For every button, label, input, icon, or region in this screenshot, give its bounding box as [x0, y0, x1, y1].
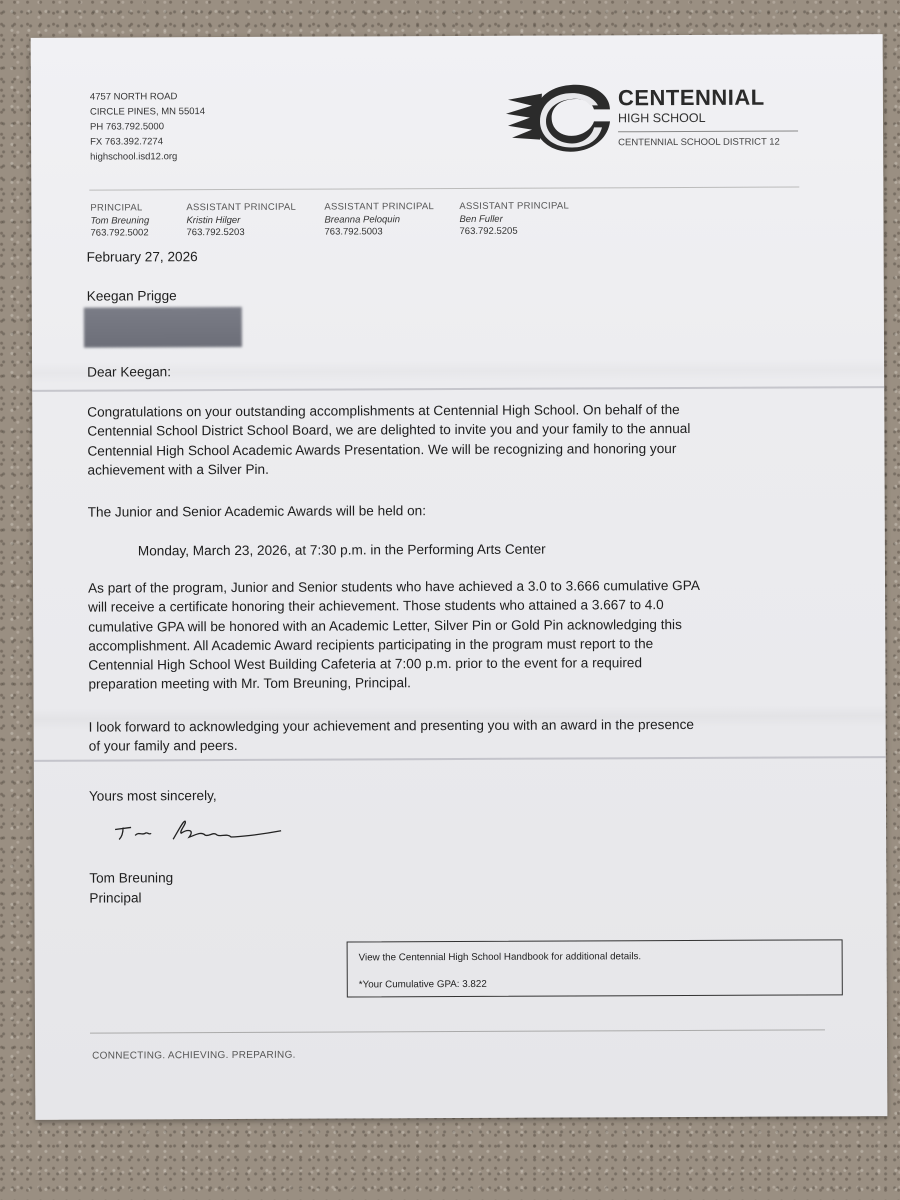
signer-title: Principal [89, 890, 142, 906]
logo-divider [618, 131, 798, 133]
closing: Yours most sincerely, [88, 788, 217, 804]
header-divider [89, 187, 799, 191]
paragraph-3: As part of the program, Junior and Senior students who have achieved a 3.0 to 3.666 cumulative GPA will receive a certificate honoring their achievement. Those students who attained a 3.667 to 4.0 cumulative GPA will be honored with an Academic Letter, Silver Pin or Gold Pin acknowledging this accomplishment. All Academic Award recipients participating in the program must report to the Centennial High School West Building Cafeteria at 7:00 p.m. prior to the event for a required preparation meeting with Mr. Tom Breuning, Principal. [88, 577, 700, 693]
staff-assistant-principal-2: ASSISTANT PRINCIPAL Breanna Peloquin 763.792.5003 [324, 201, 435, 238]
staff-assistant-principal-3: ASSISTANT PRINCIPAL Ben Fuller 763.792.5205 [459, 200, 570, 237]
signer-name: Tom Breuning [89, 870, 174, 886]
address-phone: PH 763.792.5000 [90, 121, 165, 133]
recipient-name: Keegan Prigge [86, 288, 177, 304]
fold-crease-bottom [34, 756, 886, 762]
cougar-c-logo-icon [506, 79, 616, 157]
letter-paper [31, 34, 888, 1120]
address-fax: FX 763.392.7274 [90, 136, 164, 148]
cumulative-gpa: *Your Cumulative GPA: 3.822 [358, 978, 487, 991]
address-website: highschool.isd12.org [90, 151, 178, 163]
redacted-address [84, 307, 242, 348]
school-tagline: CONNECTING. ACHIEVING. PREPARING. [92, 1049, 296, 1062]
footer-divider [90, 1029, 825, 1033]
logo-district: CENTENNIAL SCHOOL DISTRICT 12 [618, 136, 780, 149]
paragraph-4: I look forward to acknowledging your achievement and presenting you with an award in the presence of your family and peers. [88, 716, 694, 754]
gpa-note-box [347, 939, 843, 997]
event-details: Monday, March 23, 2026, at 7:30 p.m. in the Performing Arts Center [137, 541, 546, 559]
address-city: CIRCLE PINES, MN 55014 [89, 106, 206, 118]
paragraph-2: The Junior and Senior Academic Awards will be held on: [87, 503, 427, 520]
logo-school-name: CENTENNIAL [617, 84, 765, 111]
logo-subtitle: HIGH SCHOOL [617, 110, 706, 126]
signature [109, 815, 289, 846]
staff-assistant-principal-1: ASSISTANT PRINCIPAL Kristin Hilger 763.792.5203 [186, 201, 297, 239]
school-address [90, 89, 205, 165]
letter-date: February 27, 2026 [86, 249, 198, 265]
staff-principal: PRINCIPAL Tom Breuning 763.792.5002 [90, 202, 150, 239]
fold-crease-top [32, 386, 884, 392]
handbook-note: View the Centennial High School Handbook for additional details. [358, 951, 642, 964]
paragraph-1: Congratulations on your outstanding accomplishments at Centennial High School. On behalf of the Centennial School District School Board, we are delighted to invite you and your family to the annual Centennial High School Academic Awards Presentation. We will be recognizing and honoring your achievement with a Silver Pin. [87, 402, 691, 478]
address-street: 4757 NORTH ROAD [89, 91, 178, 103]
salutation: Dear Keegan: [87, 364, 172, 380]
school-logo [506, 78, 806, 159]
